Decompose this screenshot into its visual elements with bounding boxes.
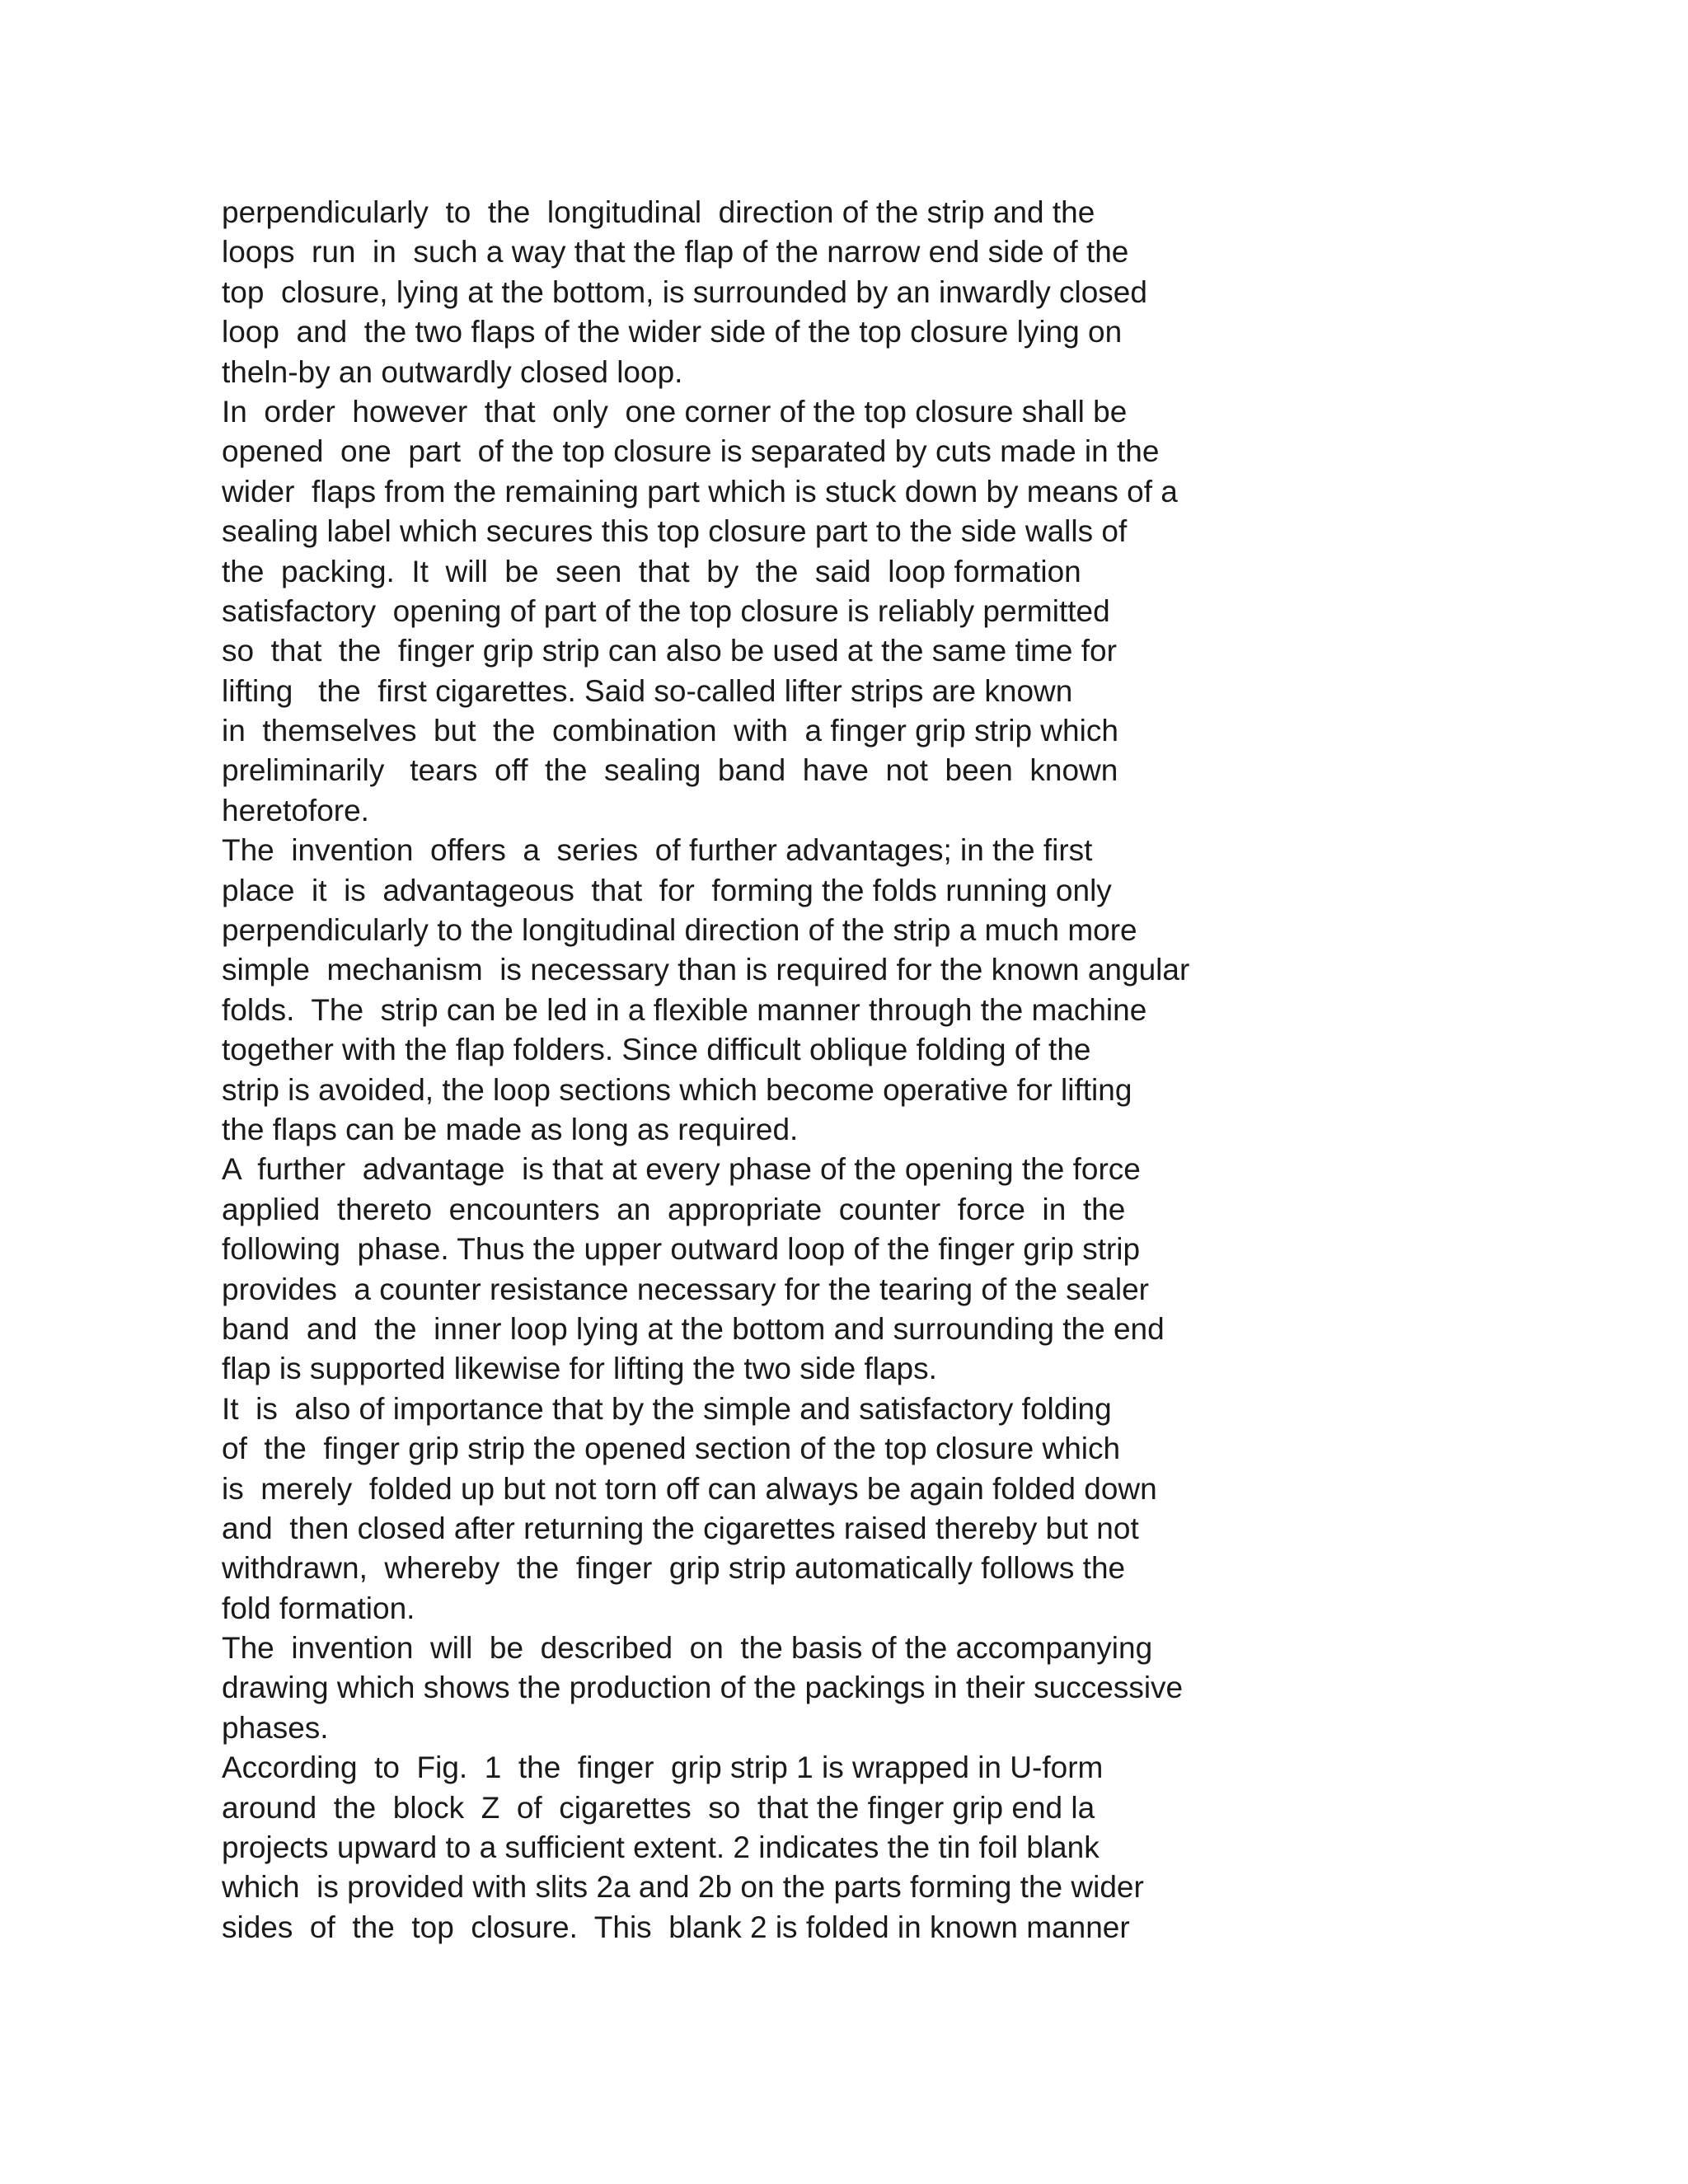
text-line: satisfactory opening of part of the top closure is reliably permitted	[222, 593, 1110, 628]
text-line: around the block Z of cigarettes so that the finger grip end la	[222, 1790, 1095, 1825]
text-line: A further advantage is that at every phase of the opening the force	[222, 1152, 1141, 1187]
text-line: strip is avoided, the loop sections which become operative for lifting	[222, 1072, 1132, 1107]
text-line: heretofore.	[222, 793, 369, 827]
text-line: together with the flap folders. Since difficult oblique folding of the	[222, 1033, 1091, 1067]
text-line: so that the finger grip strip can also be used at the same time for	[222, 634, 1117, 668]
text-line: wider flaps from the remaining part which is stuck down by means of a	[222, 474, 1178, 509]
text-line: folds. The strip can be led in a flexible manner through the machine	[222, 992, 1147, 1027]
text-line: simple mechanism is necessary than is required for the known angular	[222, 953, 1190, 987]
text-line: of the finger grip strip the opened section of the top closure which	[222, 1432, 1121, 1466]
text-line: perpendicularly to the longitudinal direction of the strip and the	[222, 195, 1095, 229]
text-line: following phase. Thus the upper outward loop of the finger grip strip	[222, 1232, 1141, 1267]
text-line: sealing label which secures this top closure part to the side walls of	[222, 514, 1128, 549]
text-line: The invention will be described on the basis of the accompanying	[222, 1631, 1153, 1666]
text-line: perpendicularly to the longitudinal direction of the strip a much more	[222, 913, 1137, 948]
text-line: sides of the top closure. This blank 2 is folded in known manner	[222, 1910, 1130, 1944]
text-line: fold formation.	[222, 1591, 415, 1625]
text-line: the packing. It will be seen that by the said loop formation	[222, 554, 1081, 588]
text-line: which is provided with slits 2a and 2b on the parts forming the wider	[222, 1870, 1144, 1905]
text-line: preliminarily tears off the sealing band have not been known	[222, 753, 1118, 788]
text-line: projects upward to a sufficient extent. 2 indicates the tin foil blank	[222, 1830, 1100, 1865]
text-line: flap is supported likewise for lifting the two side flaps.	[222, 1352, 937, 1386]
text-line: and then closed after returning the cigarettes raised thereby but not	[222, 1511, 1139, 1545]
text-line: withdrawn, whereby the finger grip strip automatically follows the	[222, 1551, 1126, 1586]
text-line: It is also of importance that by the simple and satisfactory folding	[222, 1391, 1112, 1426]
text-line: top closure, lying at the bottom, is surrounded by an inwardly closed	[222, 274, 1147, 309]
text-line: applied thereto encounters an appropriate counter force in the	[222, 1192, 1126, 1226]
text-line: theln-by an outwardly closed loop.	[222, 354, 683, 389]
text-line: According to Fig. 1 the finger grip strip 1 is wrapped in U-form	[222, 1750, 1104, 1785]
text-line: The invention offers a series of further advantages; in the first	[222, 833, 1093, 868]
body-text	[222, 193, 1194, 1947]
text-line: opened one part of the top closure is separated by cuts made in the	[222, 434, 1160, 469]
text-line: is merely folded up but not torn off can always be again folded down	[222, 1471, 1157, 1506]
text-line: in themselves but the combination with a finger grip strip which	[222, 714, 1118, 748]
text-line: drawing which shows the production of the packings in their successive	[222, 1671, 1184, 1705]
text-line: lifting the first cigarettes. Said so-called lifter strips are known	[222, 673, 1073, 708]
text-line: band and the inner loop lying at the bottom and surrounding the end	[222, 1311, 1165, 1346]
text-line: the flaps can be made as long as required.	[222, 1112, 799, 1146]
text-line: provides a counter resistance necessary for the tearing of the sealer	[222, 1272, 1149, 1306]
text-line: phases.	[222, 1710, 329, 1745]
text-line: loop and the two flaps of the wider side of the top closure lying on	[222, 315, 1123, 349]
text-line: loops run in such a way that the flap of the narrow end side of the	[222, 235, 1129, 269]
text-line: place it is advantageous that for forming the folds running only	[222, 873, 1112, 907]
text-line: In order however that only one corner of the top closure shall be	[222, 394, 1128, 429]
